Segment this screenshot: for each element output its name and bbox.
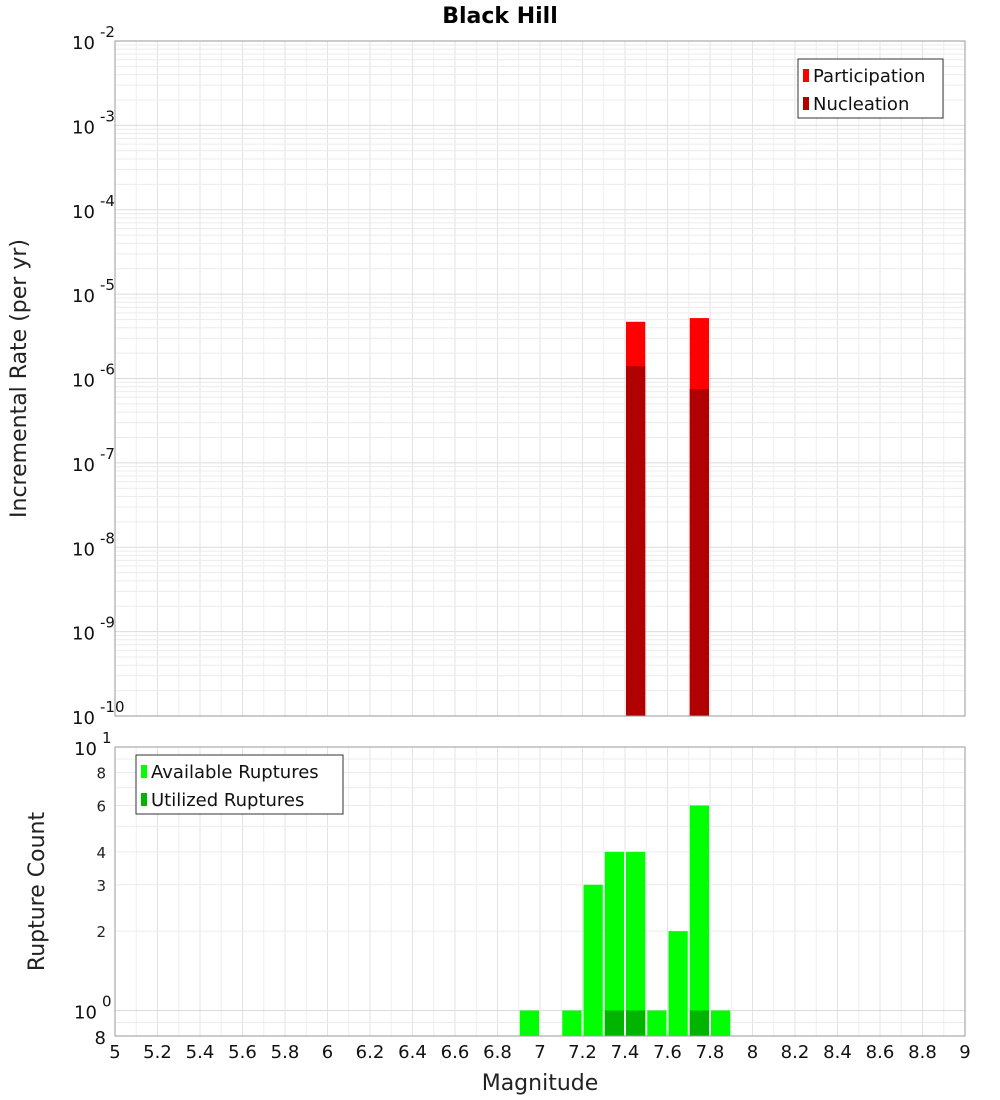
y-tick-label: 2 (96, 923, 106, 942)
rate-y-axis-title: Incremental Rate (per yr) (7, 239, 32, 518)
bar-utilized-ruptures (605, 1010, 624, 1036)
legend-label-available-ruptures: Available Ruptures (151, 762, 319, 783)
y-tick-exponent: 0 (102, 992, 112, 1011)
y-tick-exponent: 1 (102, 729, 112, 747)
y-tick-exponent: -6 (100, 360, 115, 379)
x-tick-label: 7.8 (695, 1042, 725, 1063)
x-tick-label: 8.8 (908, 1042, 937, 1063)
count-plot-y-ticks (74, 729, 112, 1049)
x-tick-label: 9 (959, 1042, 971, 1063)
bar-utilized-ruptures (690, 1010, 709, 1036)
y-tick-exponent: -3 (100, 107, 115, 126)
y-tick-label: 10 (74, 1002, 97, 1024)
x-tick-label: 5.6 (228, 1042, 257, 1063)
bar-available-ruptures (669, 931, 688, 1036)
magnitude-x-axis-title: Magnitude (481, 1071, 599, 1096)
bar-utilized-ruptures (626, 1010, 645, 1036)
y-tick-label: 10 (72, 201, 95, 223)
x-tick-label: 6.4 (398, 1042, 427, 1063)
y-tick-exponent: -4 (100, 191, 115, 210)
x-tick-label: 6 (321, 1042, 334, 1063)
bar-nucleation (626, 366, 645, 716)
y-tick-exponent: -8 (100, 529, 115, 548)
bar-available-ruptures (605, 852, 624, 1036)
y-tick-exponent: -2 (100, 23, 115, 41)
legend-swatch-nucleation (803, 97, 809, 110)
y-tick-label: 10 (72, 454, 95, 476)
y-tick-label: 10 (72, 623, 95, 645)
y-tick-exponent: -9 (100, 613, 115, 632)
y-tick-label: 3 (96, 876, 106, 895)
y-tick-label: 10 (72, 286, 95, 308)
legend-label-utilized-ruptures: Utilized Ruptures (151, 790, 305, 811)
legend-swatch-available-ruptures (141, 765, 147, 778)
x-tick-label: 5.4 (185, 1042, 215, 1063)
x-tick-label: 8.4 (823, 1042, 852, 1063)
magnitude-x-ticks (109, 1042, 970, 1063)
y-tick-label: 10 (72, 539, 95, 561)
x-tick-label: 8 (746, 1042, 759, 1063)
y-tick-label: 4 (96, 843, 106, 862)
x-tick-label: 5.8 (270, 1042, 300, 1063)
x-tick-label: 6.6 (440, 1042, 470, 1063)
y-tick-label: 10 (72, 708, 95, 729)
count-y-axis-title: Rupture Count (25, 811, 50, 972)
rate-legend (798, 59, 943, 118)
y-tick-label: 10 (72, 33, 95, 54)
bar-available-ruptures (647, 1010, 666, 1036)
x-tick-label: 8.6 (865, 1042, 895, 1063)
y-tick-exponent: -7 (100, 444, 115, 463)
x-tick-label: 5 (109, 1042, 121, 1063)
y-tick-label: 10 (74, 739, 97, 760)
x-tick-label: 7.4 (610, 1042, 640, 1063)
x-tick-label: 5.2 (143, 1042, 172, 1063)
x-tick-label: 7.6 (653, 1042, 682, 1063)
x-tick-label: 7.2 (568, 1042, 597, 1063)
bar-available-ruptures (520, 1010, 539, 1036)
bar-available-ruptures (562, 1010, 581, 1036)
bar-available-ruptures (626, 852, 645, 1036)
bar-nucleation (690, 389, 709, 716)
bar-available-ruptures (690, 805, 709, 1036)
y-tick-label: 8 (96, 764, 106, 783)
y-tick-exponent: -5 (100, 276, 115, 295)
chart-title: Black Hill (442, 4, 558, 29)
count-legend (136, 755, 343, 814)
legend-swatch-utilized-ruptures (141, 793, 147, 806)
legend-swatch-participation (803, 69, 809, 82)
y-tick-label: 6 (96, 797, 106, 816)
x-tick-label: 7 (534, 1042, 546, 1063)
y-tick-label: 10 (72, 370, 95, 392)
x-tick-label: 6.8 (483, 1042, 512, 1063)
count-plot (25, 729, 971, 1096)
y-tick-label: 10 (72, 117, 95, 139)
x-tick-label: 6.2 (355, 1042, 385, 1063)
y-tick-label: 8 (94, 1028, 106, 1049)
bar-available-ruptures (584, 885, 603, 1036)
bar-available-ruptures (711, 1010, 730, 1036)
legend-label-participation: Participation (813, 66, 926, 87)
x-tick-label: 8.2 (780, 1042, 810, 1063)
rate-plot-grid (115, 41, 965, 716)
rate-plot (7, 23, 965, 729)
y-tick-exponent: -10 (100, 698, 125, 716)
legend-label-nucleation: Nucleation (813, 94, 910, 115)
